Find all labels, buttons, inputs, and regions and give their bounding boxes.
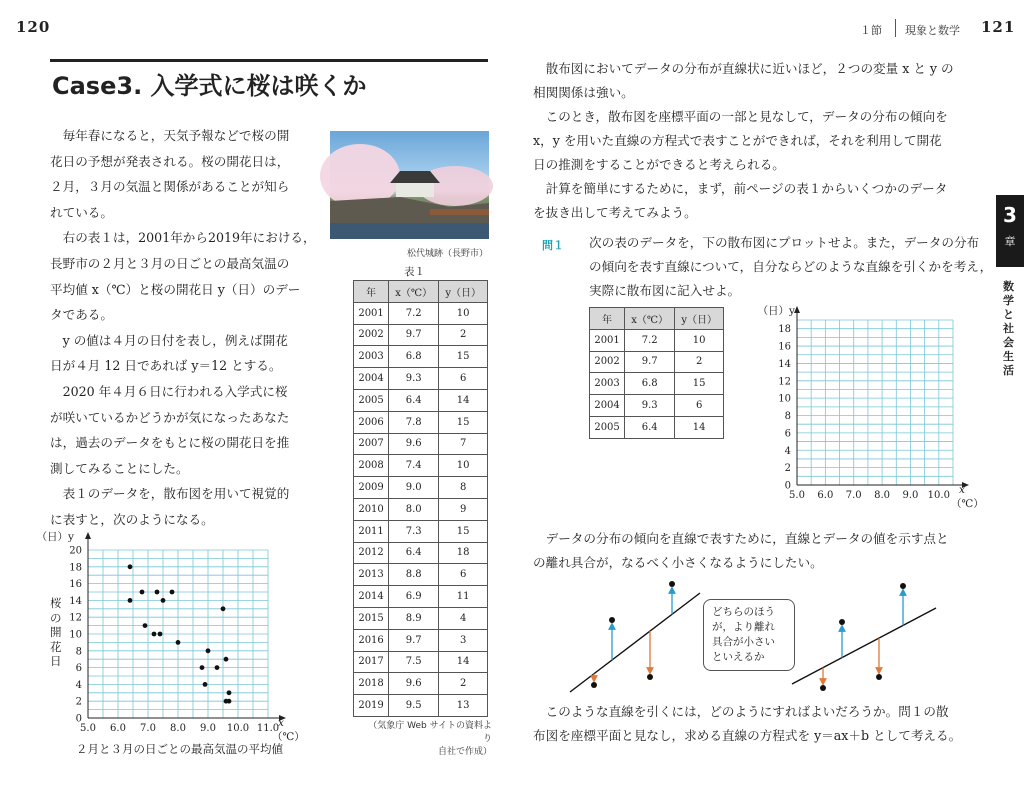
scatter-side-label: 桜の開花日 xyxy=(50,596,62,668)
x-var-label: x xyxy=(959,484,965,496)
sample-point xyxy=(876,674,882,680)
y-tick-label: 10 xyxy=(778,393,791,405)
table-row xyxy=(354,564,488,586)
table-row xyxy=(354,695,488,717)
table-cell: 2008 xyxy=(354,455,389,477)
paragraph-line: y の値は４月の日付を表し，例えば開花 xyxy=(50,332,288,348)
table1-source-line-1: （気象庁 Web サイトの資料より xyxy=(368,721,492,744)
y-tick-label: 6 xyxy=(75,663,82,675)
table-cell: 6.8 xyxy=(389,346,439,368)
paragraph-line: 右の表１は，2001年から2019年における， xyxy=(50,230,316,246)
left-page-number: 120 xyxy=(16,18,51,36)
table-header-cell: y（日） xyxy=(439,281,488,303)
bottom-text xyxy=(533,700,983,748)
table-cell: 8 xyxy=(439,477,488,499)
table-cell: 9.3 xyxy=(625,395,675,417)
table-cell: 2005 xyxy=(590,416,625,438)
x-tick-label: 10.0 xyxy=(226,723,250,734)
scatter-x-caption: ２月と３月の日ごとの最高気温の平均値 xyxy=(76,742,283,756)
paragraph-line: タである。 xyxy=(50,307,113,323)
table-cell: 15 xyxy=(675,373,724,395)
chapter-label: 章 xyxy=(1004,235,1016,248)
x-tick-label: 6.0 xyxy=(817,490,834,501)
y-tick-label: 16 xyxy=(69,579,82,591)
sample-point xyxy=(900,583,906,589)
y-tick-label: 16 xyxy=(778,341,791,353)
paragraph-line: 花日の予想が発表される。桜の開花日は， xyxy=(50,153,290,169)
fit-line xyxy=(570,593,700,692)
intro-line: 散布図においてデータの分布が直線状に近いほど，２つの変量 x と y の xyxy=(533,61,954,76)
small-table xyxy=(589,307,724,439)
table-row xyxy=(354,498,488,520)
table-cell: 2002 xyxy=(590,351,625,373)
table-cell: 2001 xyxy=(590,329,625,351)
table-cell: 2003 xyxy=(590,373,625,395)
table-cell: 6 xyxy=(675,395,724,417)
data-point xyxy=(221,606,226,611)
sample-point xyxy=(647,674,653,680)
table-cell: 2004 xyxy=(590,395,625,417)
intro-line: を抜き出して考えてみよう。 xyxy=(533,205,697,220)
table-cell: 2011 xyxy=(354,520,389,542)
data-point xyxy=(161,598,166,603)
y-tick-label: 12 xyxy=(778,376,791,388)
table-row xyxy=(354,389,488,411)
right-page-number: 121 xyxy=(981,18,1016,36)
y-tick-label: 14 xyxy=(69,595,82,607)
castle-photo xyxy=(330,131,489,239)
table-cell: 7.8 xyxy=(389,411,439,433)
data-point xyxy=(155,590,160,595)
table-cell: 8.9 xyxy=(389,607,439,629)
table-row xyxy=(354,368,488,390)
data-point xyxy=(158,632,163,637)
x-tick-label: 7.0 xyxy=(140,723,156,734)
table-cell: 6.4 xyxy=(625,416,675,438)
paragraph-line: 日が４月 12 日であれば y＝12 とする。 xyxy=(50,358,282,374)
y-tick-label: 4 xyxy=(784,445,791,457)
table-cell: 2006 xyxy=(354,411,389,433)
y-axis-arrow xyxy=(85,532,91,539)
paragraph-line: 長野市の２月と３月の日ごとの最高気温の xyxy=(50,255,290,271)
castle-photo-drawing xyxy=(330,131,489,239)
y-tick-label: 10 xyxy=(69,629,82,641)
paragraph-line: 2020 年４月６日に行われる入学式に桜 xyxy=(50,383,288,399)
table-cell: 2002 xyxy=(354,324,389,346)
case-title: Case3. 入学式に桜は咲くか xyxy=(52,72,367,100)
y-tick-label: 20 xyxy=(69,545,82,557)
paragraph-line: に表すと，次のようになる。 xyxy=(50,511,214,527)
x-tick-label: 10.0 xyxy=(927,490,950,501)
table-cell: 18 xyxy=(439,542,488,564)
table-row xyxy=(354,346,488,368)
question-line: 次の表のデータを，下の散布図にプロットせよ。また，データの分布 xyxy=(589,235,980,250)
table-cell: 2017 xyxy=(354,651,389,673)
x-unit-label: （℃） xyxy=(272,731,305,743)
chapter-title: 数学と社会生活 xyxy=(1003,280,1014,377)
paragraph-line: れている。 xyxy=(50,204,113,220)
table-cell: 10 xyxy=(675,329,724,351)
table-cell: 3 xyxy=(439,629,488,651)
paragraph-line: 毎年春になると，天気予報などで桜の開 xyxy=(50,128,290,143)
table-row xyxy=(354,629,488,651)
data-point xyxy=(206,648,211,653)
table-row xyxy=(590,329,724,351)
bubble-line: 具合が小さい xyxy=(712,636,775,648)
paragraph-line: 平均値 x（℃）と桜の開花日 y（日）のデー xyxy=(50,281,301,297)
table-cell: 9.6 xyxy=(389,433,439,455)
table-cell: 11 xyxy=(439,586,488,608)
header-section: １節 xyxy=(860,24,882,37)
y-tick-label: 8 xyxy=(75,646,82,658)
question-line: の傾向を表す直線について，自分ならどのような直線を引くかを考え， xyxy=(589,259,993,274)
table-cell: 10 xyxy=(439,302,488,324)
table-cell: 2015 xyxy=(354,607,389,629)
table-cell: 2013 xyxy=(354,564,389,586)
y-unit-label: （日）y xyxy=(757,305,795,317)
data-point xyxy=(143,623,148,628)
y-tick-label: 2 xyxy=(784,463,791,475)
x-tick-label: 11.0 xyxy=(256,723,280,734)
table-cell: 6.4 xyxy=(389,542,439,564)
data-point xyxy=(140,590,145,595)
sample-point xyxy=(609,617,615,623)
table-cell: 9.0 xyxy=(389,477,439,499)
table-cell: 2 xyxy=(439,324,488,346)
title-top-rule xyxy=(50,59,488,62)
y-tick-label: 12 xyxy=(69,612,82,624)
data-point xyxy=(227,690,232,695)
x-tick-label: 7.0 xyxy=(845,490,862,501)
question-line: 実際に散布図に記入せよ。 xyxy=(589,283,741,298)
fit-line xyxy=(792,608,936,684)
table-cell: 9.7 xyxy=(625,351,675,373)
table-cell: 7.2 xyxy=(389,302,439,324)
table-header-cell: x（℃） xyxy=(625,308,675,330)
data-point xyxy=(224,657,229,662)
data-point xyxy=(128,564,133,569)
table-cell: 7.2 xyxy=(625,329,675,351)
y-tick-label: 4 xyxy=(75,679,82,691)
table-row xyxy=(590,351,724,373)
table-row xyxy=(354,324,488,346)
sample-point xyxy=(820,685,826,691)
table-row xyxy=(590,373,724,395)
y-tick-label: 2 xyxy=(75,696,82,708)
table-cell: 9.3 xyxy=(389,368,439,390)
scatter-chart xyxy=(36,522,305,752)
table-cell: 9.5 xyxy=(389,695,439,717)
table1 xyxy=(353,280,488,717)
table-cell: 2003 xyxy=(354,346,389,368)
x-tick-label: 8.0 xyxy=(874,490,891,501)
table-row xyxy=(354,477,488,499)
x-tick-label: 5.0 xyxy=(789,490,805,501)
thought-bubble xyxy=(703,599,795,671)
header-divider xyxy=(895,19,896,37)
table-cell: 2007 xyxy=(354,433,389,455)
table-cell: 15 xyxy=(439,520,488,542)
table-cell: 9.6 xyxy=(389,673,439,695)
paragraph-line: ２月，３月の気温と関係があることが知ら xyxy=(50,179,290,195)
x-tick-label: 9.0 xyxy=(200,723,216,734)
data-point xyxy=(224,699,229,704)
middle-line: データの分布の傾向を直線で表すために，直線とデータの値を示す点と xyxy=(533,531,949,546)
x-tick-label: 5.0 xyxy=(80,723,96,734)
table-row xyxy=(354,455,488,477)
question-text xyxy=(589,231,993,303)
x-tick-label: 8.0 xyxy=(170,723,186,734)
bubble-line: どちらのほう xyxy=(712,606,775,618)
x-tick-label: 6.0 xyxy=(110,723,126,734)
table-cell: 9.7 xyxy=(389,629,439,651)
table-cell: 2005 xyxy=(354,389,389,411)
intro-line: このとき，散布図を座標平面の一部と見なして，データの分布の傾向を xyxy=(533,109,948,124)
photo-caption: 松代城跡（長野市） xyxy=(407,249,489,259)
intro-text xyxy=(533,57,983,225)
y-tick-label: 0 xyxy=(75,713,82,725)
table-cell: 7.3 xyxy=(389,520,439,542)
table-cell: 2009 xyxy=(354,477,389,499)
question-tag: 問１ xyxy=(542,239,564,252)
table-cell: 2001 xyxy=(354,302,389,324)
table-cell: 2 xyxy=(439,673,488,695)
paragraph-line: が咲いているかどうかが気になったあなた xyxy=(50,409,290,425)
y-unit-label: （日）y xyxy=(36,531,74,543)
sample-point xyxy=(669,581,675,587)
table-row xyxy=(354,673,488,695)
data-point xyxy=(203,682,208,687)
table-row xyxy=(354,586,488,608)
bubble-line: が，より離れ xyxy=(712,621,775,633)
table-row xyxy=(354,607,488,629)
bubble-line: といえるか xyxy=(712,651,765,663)
y-tick-label: 18 xyxy=(69,562,82,574)
table-row xyxy=(354,520,488,542)
table-cell: 9.7 xyxy=(389,324,439,346)
y-tick-label: 6 xyxy=(784,428,791,440)
data-point xyxy=(152,632,157,637)
paragraph-line: 表１のデータを，散布図を用いて視覚的 xyxy=(50,486,290,502)
paragraph-line: 測してみることにした。 xyxy=(50,460,189,476)
chapter-number: 3 xyxy=(1003,203,1017,227)
table-cell: 8.0 xyxy=(389,498,439,520)
intro-line: 相関関係は強い。 xyxy=(533,85,634,100)
sample-point xyxy=(591,682,597,688)
y-tick-label: 0 xyxy=(784,480,791,492)
table-cell: 2 xyxy=(675,351,724,373)
table-cell: 2012 xyxy=(354,542,389,564)
bottom-line: 布図を座標平面と見なし，求める直線の方程式を y＝ax＋b として考える。 xyxy=(533,728,962,743)
table-row xyxy=(354,433,488,455)
table-row xyxy=(354,302,488,324)
table-cell: 6 xyxy=(439,368,488,390)
table-header-cell: 年 xyxy=(354,281,389,303)
table-cell: 9 xyxy=(439,498,488,520)
table-cell: 6.9 xyxy=(389,586,439,608)
chapter-tab xyxy=(996,195,1024,267)
left-body-text xyxy=(50,123,320,533)
data-point xyxy=(170,590,175,595)
intro-line: x，y を用いた直線の方程式で表すことができれば，それを利用して開花 xyxy=(533,133,942,148)
table-row xyxy=(354,542,488,564)
x-tick-label: 9.0 xyxy=(902,490,919,501)
table-cell: 10 xyxy=(439,455,488,477)
data-point xyxy=(200,665,205,670)
table-row xyxy=(354,411,488,433)
data-point xyxy=(176,640,181,645)
table-cell: 6 xyxy=(439,564,488,586)
table-cell: 2004 xyxy=(354,368,389,390)
table-cell: 2018 xyxy=(354,673,389,695)
intro-line: 日の推測をすることができると考えられる。 xyxy=(533,157,785,172)
empty-grid-chart xyxy=(755,300,985,515)
table-cell: 6.8 xyxy=(625,373,675,395)
table-cell: 2019 xyxy=(354,695,389,717)
table-cell: 14 xyxy=(439,389,488,411)
table-cell: 2010 xyxy=(354,498,389,520)
table-cell: 8.8 xyxy=(389,564,439,586)
table-cell: 15 xyxy=(439,411,488,433)
x-var-label: x xyxy=(278,717,284,729)
table1-source xyxy=(367,720,492,759)
table-cell: 2016 xyxy=(354,629,389,651)
table-row xyxy=(590,395,724,417)
header-title: 現象と数学 xyxy=(905,24,960,37)
bottom-line: このような直線を引くには，どのようにすればよいだろうか。問１の散 xyxy=(533,704,949,719)
table-row xyxy=(354,651,488,673)
table-header-cell: x（℃） xyxy=(389,281,439,303)
table-cell: 13 xyxy=(439,695,488,717)
table-row xyxy=(590,416,724,438)
data-point xyxy=(128,598,133,603)
table-cell: 2014 xyxy=(354,586,389,608)
x-unit-label: （℃） xyxy=(951,498,984,510)
table-cell: 6.4 xyxy=(389,389,439,411)
table-cell: 7.5 xyxy=(389,651,439,673)
table1-title: 表１ xyxy=(404,266,425,278)
table-cell: 15 xyxy=(439,346,488,368)
table1-source-line-2: 自社で作成） xyxy=(437,747,492,757)
sample-point xyxy=(839,619,845,625)
paragraph-line: は，過去のデータをもとに桜の開花日を推 xyxy=(50,435,290,451)
y-tick-label: 18 xyxy=(778,324,791,336)
middle-text xyxy=(533,527,983,575)
table-header-cell: y（日） xyxy=(675,308,724,330)
intro-line: 計算を簡単にするために，まず，前ページの表１からいくつかのデータ xyxy=(533,181,948,196)
table-cell: 7 xyxy=(439,433,488,455)
table-cell: 14 xyxy=(439,651,488,673)
data-point xyxy=(215,665,220,670)
table-header-cell: 年 xyxy=(590,308,625,330)
table-cell: 14 xyxy=(675,416,724,438)
table-cell: 4 xyxy=(439,607,488,629)
y-tick-label: 14 xyxy=(778,358,791,370)
table-cell: 7.4 xyxy=(389,455,439,477)
middle-line: の離れ具合が，なるべく小さくなるようにしたい。 xyxy=(533,555,823,570)
y-tick-label: 8 xyxy=(784,411,791,423)
